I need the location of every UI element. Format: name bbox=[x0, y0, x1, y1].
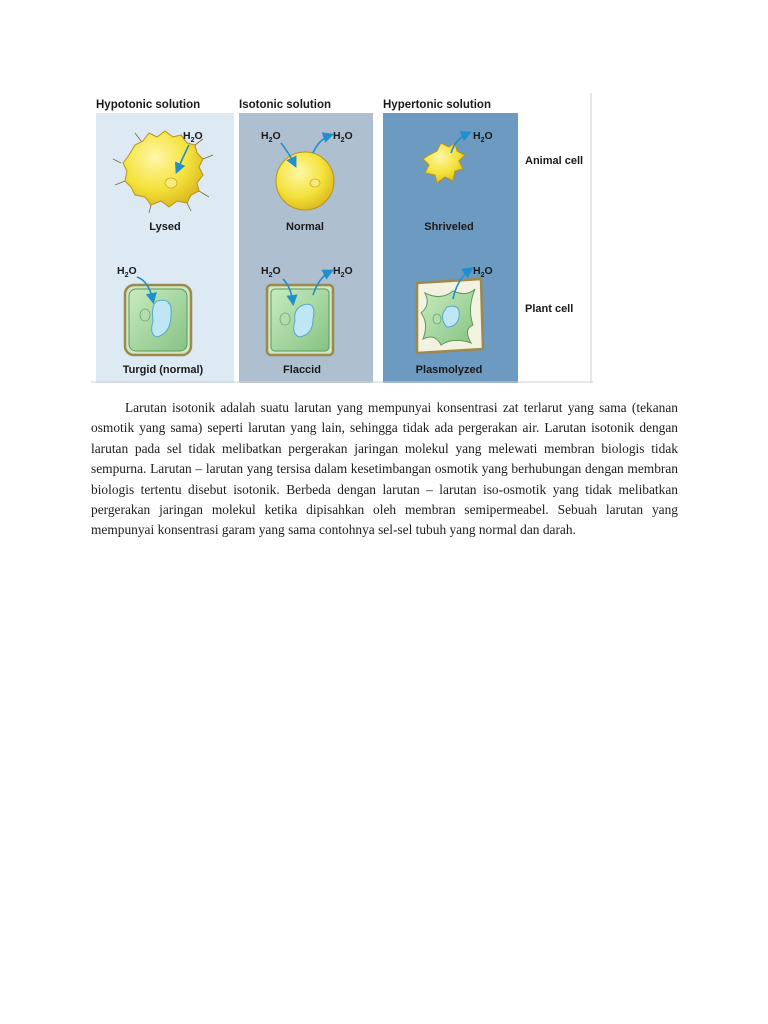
h2o-plasmolyzed: $H_2O$ bbox=[473, 265, 493, 279]
h2o-normal-out: $H_2O$ bbox=[333, 130, 353, 144]
header-hypotonic: Hypotonic solution bbox=[96, 99, 201, 111]
osmosis-figure bbox=[91, 93, 593, 383]
h2o-shriveled: $H_2O$ bbox=[473, 130, 493, 144]
caption-shriveled: Shriveled bbox=[424, 221, 474, 233]
header-isotonic: Isotonic solution bbox=[239, 99, 331, 111]
normal-animal-cell bbox=[276, 152, 334, 210]
h2o-flaccid-in: $H_2O$ bbox=[261, 265, 281, 279]
plasmolyzed-plant-cell bbox=[417, 279, 483, 353]
caption-flaccid: Flaccid bbox=[283, 364, 321, 376]
body-paragraph: Larutan isotonik adalah suatu larutan yang mempunyai konsentrasi zat terlarut yang sama (tekanan osmotik yang sama) seperti larutan yang lain, sehingga tidak ada pergerakan air. Larutan isotonik dengan larutan pada sel tidak melibatkan pergerakan jaringan molekul yang melewati membran biologis tidak sempurna. Larutan – larutan yang tersisa dalam kesetimbangan osmotik yang berhubungan dengan membran biologis tertentu disebut isotonik. Berbeda dengan larutan – larutan iso-osmotik yang tidak melibatkan pergerakan jaringan molekul ketika dipisahkan oleh membran semipermeabel. Sebuah larutan yang mempunyai konsentrasi garam yang sama contohnya sel-sel tubuh yang normal dan darah. bbox=[91, 400, 678, 538]
caption-turgid: Turgid (normal) bbox=[122, 364, 204, 376]
h2o-lysed: $H_2O$ bbox=[183, 130, 203, 144]
h2o-normal-in: $H_2O$ bbox=[261, 130, 281, 144]
header-hypertonic: Hypertonic solution bbox=[383, 99, 491, 111]
caption-normal: Normal bbox=[286, 221, 324, 233]
row-label-animal: Animal cell bbox=[525, 155, 584, 167]
h2o-flaccid-out: $H_2O$ bbox=[333, 265, 353, 279]
row-label-plant: Plant cell bbox=[525, 303, 574, 315]
flaccid-plant-cell bbox=[267, 285, 333, 355]
turgid-plant-cell bbox=[125, 285, 191, 355]
caption-plasmolyzed: Plasmolyzed bbox=[415, 364, 483, 376]
caption-lysed: Lysed bbox=[149, 221, 181, 233]
h2o-turgid: $H_2O$ bbox=[117, 265, 137, 279]
